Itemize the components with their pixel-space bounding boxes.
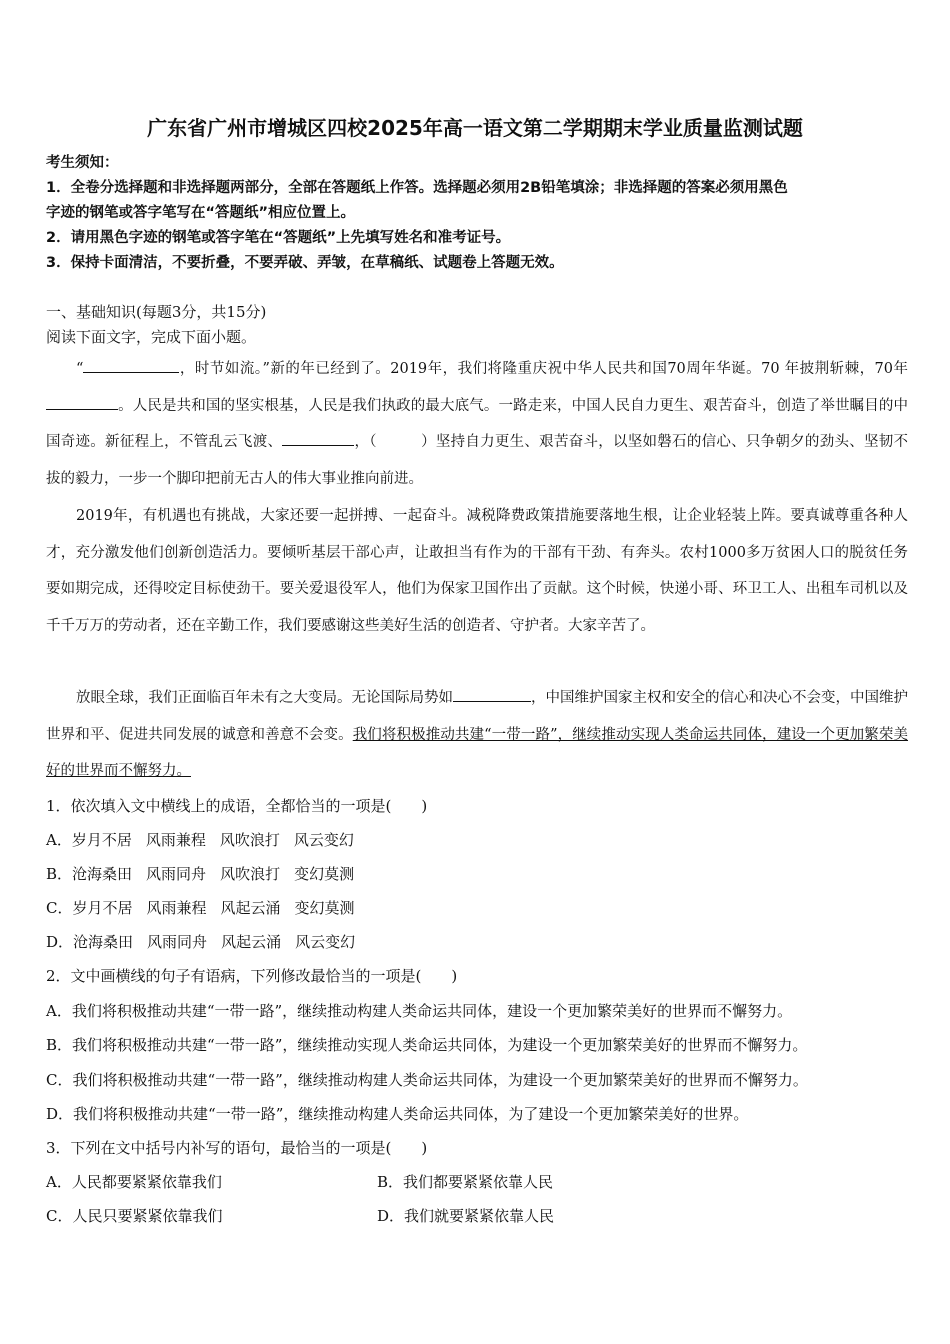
- blank-1: [83, 356, 179, 373]
- p3-text-1: 放眼全球，我们正面临百年未有之大变局。无论国际局势如: [76, 690, 453, 706]
- question-1-option-d: D．沧海桑田 风雨同舟 风起云涌 风云变幻: [46, 933, 356, 951]
- question-3-option-d: D．我们就要紧紧依靠人民: [377, 1207, 555, 1225]
- p3-text-2: ，中国维护国家主权和安全的信心和决心不会变，中国维护世界和平、促进共同发展的诚意和善意不会变。: [46, 690, 908, 743]
- question-2-option-a: A．我们将积极推动共建“一带一路”，继续推动构建人类命运共同体，建设一个更加繁荣美好的世界而不懈努力。: [46, 1002, 793, 1020]
- question-2-option-c: C．我们将积极推动共建“一带一路”，继续推动构建人类命运共同体，为建设一个更加繁荣美好的世界而不懈努力。: [46, 1071, 808, 1089]
- question-1-option-b: B．沧海桑田 风雨同舟 风吹浪打 变幻莫测: [46, 865, 355, 883]
- question-2-option-d: D．我们将积极推动共建“一带一路”，继续推动构建人类命运共同体，为了建设一个更加繁荣美好的世界。: [46, 1105, 749, 1123]
- notice-item-3: 3．保持卡面清洁，不要折叠，不要弄破、弄皱，在草稿纸、试题卷上答题无效。: [46, 255, 564, 271]
- section-heading: 一、基础知识(每题3分，共15分): [46, 303, 267, 321]
- blank-4: [453, 685, 531, 702]
- exam-title: 广东省广州市增城区四校2025年高一语文第二学期期末学业质量监测试题: [147, 116, 803, 140]
- question-3-option-b: B．我们都要紧紧依靠人民: [377, 1173, 554, 1191]
- p1-text-3: ，（ ）坚持自力更生、艰苦奋斗，以坚如磐石的信心、只争朝夕的劲头、坚韧不拔的毅力，一步一个脚印把前无古人的伟大事业推向前进。: [46, 434, 909, 487]
- notice-heading: 考生须知：: [46, 155, 119, 171]
- blank-3: [282, 429, 354, 446]
- passage-paragraph-2: [46, 498, 908, 644]
- question-2-stem: 2．文中画横线的句子有语病，下列修改最恰当的一项是( ): [46, 967, 458, 985]
- notice-item-2: 2．请用黑色字迹的钢笔或答字笔在“答题纸”上先填写姓名和准考证号。: [46, 230, 511, 246]
- passage-paragraph-1: [46, 351, 908, 497]
- question-2-option-b: B．我们将积极推动共建“一带一路”，继续推动实现人类命运共同体，为建设一个更加繁荣美好的世界而不懈努力。: [46, 1036, 808, 1054]
- question-3-stem: 3．下列在文中括号内补写的语句，最恰当的一项是( ): [46, 1139, 428, 1157]
- underlined-sentence: 我们将积极推动共建“一带一路”，继续推动实现人类命运共同体，建设一个更加繁荣美好的世界而不懈努力。: [46, 726, 909, 780]
- section-instruction: 阅读下面文字，完成下面小题。: [46, 328, 257, 346]
- p1-text-2: 。人民是共和国的坚实根基，人民是我们执政的最大底气。一路走来，中国人民自力更生、艰苦奋斗，创造了举世瞩目的中国奇迹。新征程上，不管乱云飞渡、: [46, 397, 908, 451]
- blank-2: [46, 393, 118, 410]
- notice-item-1-line-1: 1．全卷分选择题和非选择题两部分，全部在答题纸上作答。选择题必须用2B铅笔填涂；非选择题的答案必须用黑色: [46, 180, 788, 196]
- question-3-option-c: C．人民只要紧紧依靠我们: [46, 1207, 223, 1225]
- question-1-option-c: C．岁月不居 风雨兼程 风起云涌 变幻莫测: [46, 899, 355, 917]
- passage-paragraph-3: [46, 680, 908, 790]
- question-3-option-a: A．人民都要紧紧依靠我们: [46, 1173, 222, 1191]
- notice-item-1-line-2: 字迹的钢笔或答字笔写在“答题纸”相应位置上。: [46, 205, 356, 221]
- p2-text: 2019年，有机遇也有挑战，大家还要一起拼搏、一起奋斗。减税降费政策措施要落地生根，让企业轻装上阵。要真诚尊重各种人才，充分激发他们创新创造活力。要倾听基层干部心声，让敢担当有作为的干部有干劲、有奔头。农村1000多万贫困人口的脱贫任务要如期完成，还得咬定目标使劲干。要关爱退役军人，他们为保家卫国作出了贡献。这个时候，快递小哥、环卫工人、出租车司机以及千千万万的劳动者，还在辛勤工作，我们要感谢这些美好生活的创造者、守护者。大家辛苦了。: [46, 508, 908, 634]
- p1-open-quote: “: [76, 361, 84, 377]
- p1-text-1: ，时节如流。”新的年已经到了。2019年，我们将隆重庆祝中华人民共和国70周年华诞。70 年披荆斩棘，70年: [179, 361, 908, 377]
- question-1-option-a: A．岁月不居 风雨兼程 风吹浪打 风云变幻: [46, 831, 354, 849]
- question-1-stem: 1．依次填入文中横线上的成语，全都恰当的一项是( ): [46, 797, 428, 815]
